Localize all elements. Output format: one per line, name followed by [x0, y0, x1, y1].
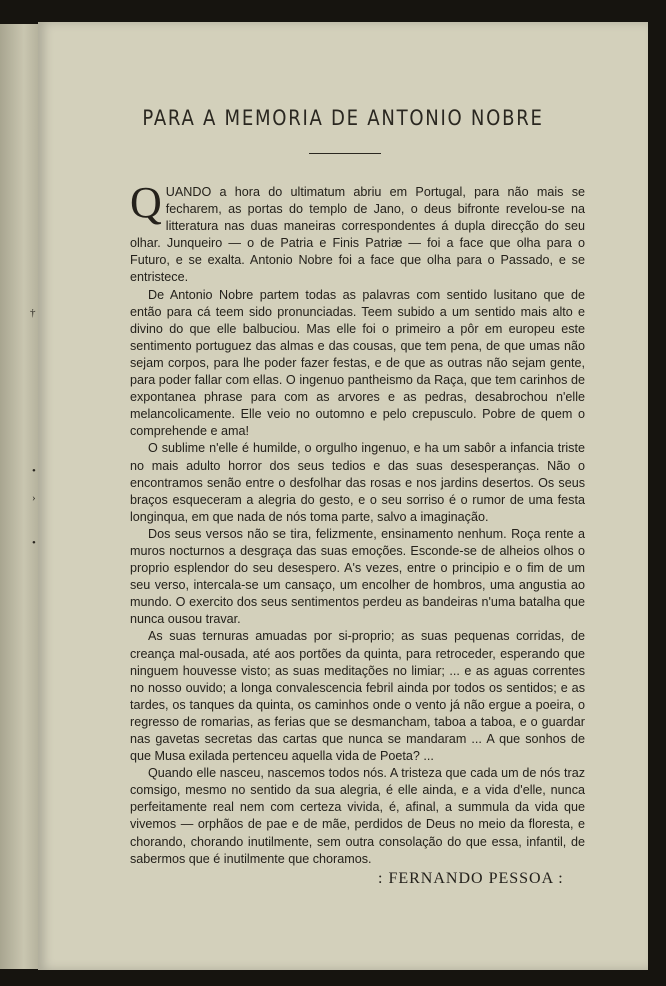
title-divider	[309, 153, 381, 154]
margin-mark: •	[32, 465, 36, 477]
paragraph-2: De Antonio Nobre partem todas as palavras com sentido lusitano que de então para cá teem sido pronunciadas. Teem subido a um sentido mais alto e divino do que elle balbuciou. Mas elle foi o primeiro a pôr em europeu este sentimento portuguez das almas e das cousas, que tem pena, de que umas não sejam corpos, para lhe poder fazer festas, e de que as outras não sejam gente, para poder fallar com ellas. O ingenuo pantheismo da Raça, que tem carinhos de expontanea phrase para com as arvores e as pedras, desabrochou n'elle melancolicamente. Elle veio no outomno e pelo crepusculo. Pobre de quem o comprehende e ama!	[130, 287, 585, 439]
paragraph-3: O sublime n'elle é humilde, o orgulho ingenuo, e ha um sabôr a infancia triste no mais adulto horror dos seus tedios e das suas desesperanças. Não o encontramos senão entre o desfolhar das rosas e nos jardins desertos. Os seus braços esqueceram a alegria do gesto, e o seu sorriso é o rumor de uma festa longinqua, em que nada de nós toma parte, salvo a imaginação.	[130, 441, 585, 524]
drop-cap: Q	[130, 178, 162, 227]
paragraph-1	[130, 178, 585, 287]
paragraph-1-text: UANDO a hora do ultimatum abriu em Portugal, para não mais se fecharem, as portas do templo de Jano, o deus bifronte revelou-se na litteratura nas duas maneiras correspondentes á dupla direcção do seu olhar. Junqueiro — o de Patria e Finis Patriæ — foi a face que olha para o Futuro, e se exalta. Antonio Nobre foi a face que olha para o Passado, e se entristece.	[130, 185, 585, 285]
author-signature: : FERNANDO PESSOA :	[378, 870, 564, 887]
margin-mark: ›	[32, 492, 36, 504]
paragraph-4: Dos seus versos não se tira, felizmente, ensinamento nenhum. Roça rente a muros nocturnos a desgraça das suas emoções. Esconde-se de alheios olhos o proprio esplendor do seu desespero. A's vezes, entre o principio e o fim de um seu verso, intercala-se um cansaço, um encolher de hombros, uma angustia ao mundo. O exercito dos seus sentimentos perdeu as bandeiras n'uma batalha que nunca ousou travar.	[130, 526, 585, 627]
margin-mark: •	[32, 537, 36, 549]
paragraph-6: Quando elle nasceu, nascemos todos nós. A tristeza que cada um de nós traz comsigo, mesmo no sentido da sua alegria, é elle ainda, e a vida d'elle, nunca perfeitamente real nem com certeza vivida, é, afinal, a summula da vida que vivemos — orphãos de pae e de mãe, perdidos de Deus no meio da floresta, e chorando, chorando inutilmente, sem outra consolação do que essa, infantil, de sabermos que é inutilmente que choramos.	[130, 766, 585, 866]
margin-mark: †	[30, 307, 36, 319]
page-title: PARA A MEMORIA DE ANTONIO NOBRE	[142, 106, 544, 130]
paragraph-5: As suas ternuras amuadas por si-proprio; as suas pequenas corridas, de creança mal-ousada, até aos portões da quinta, para retroceder, esperando que ninguem houvesse visto; as suas meditações no limiar; ... e as aguas correntes no nosso ouvido; a longa convalescencia febril ainda por todos os sentidos; e as tardes, os tanques da quinta, os caminhos onde o vento já não ergue a poeira, o regresso de romarias, as ferias que se desmancham, taboa a taboa, e o guardar nas gavetas secretas das cartas que nunca se mandaram ... A que sonhos de que Musa exilada pertenceu aquella vida de Poeta? ...	[130, 629, 585, 764]
article-body	[130, 178, 585, 868]
document-page	[30, 22, 648, 970]
